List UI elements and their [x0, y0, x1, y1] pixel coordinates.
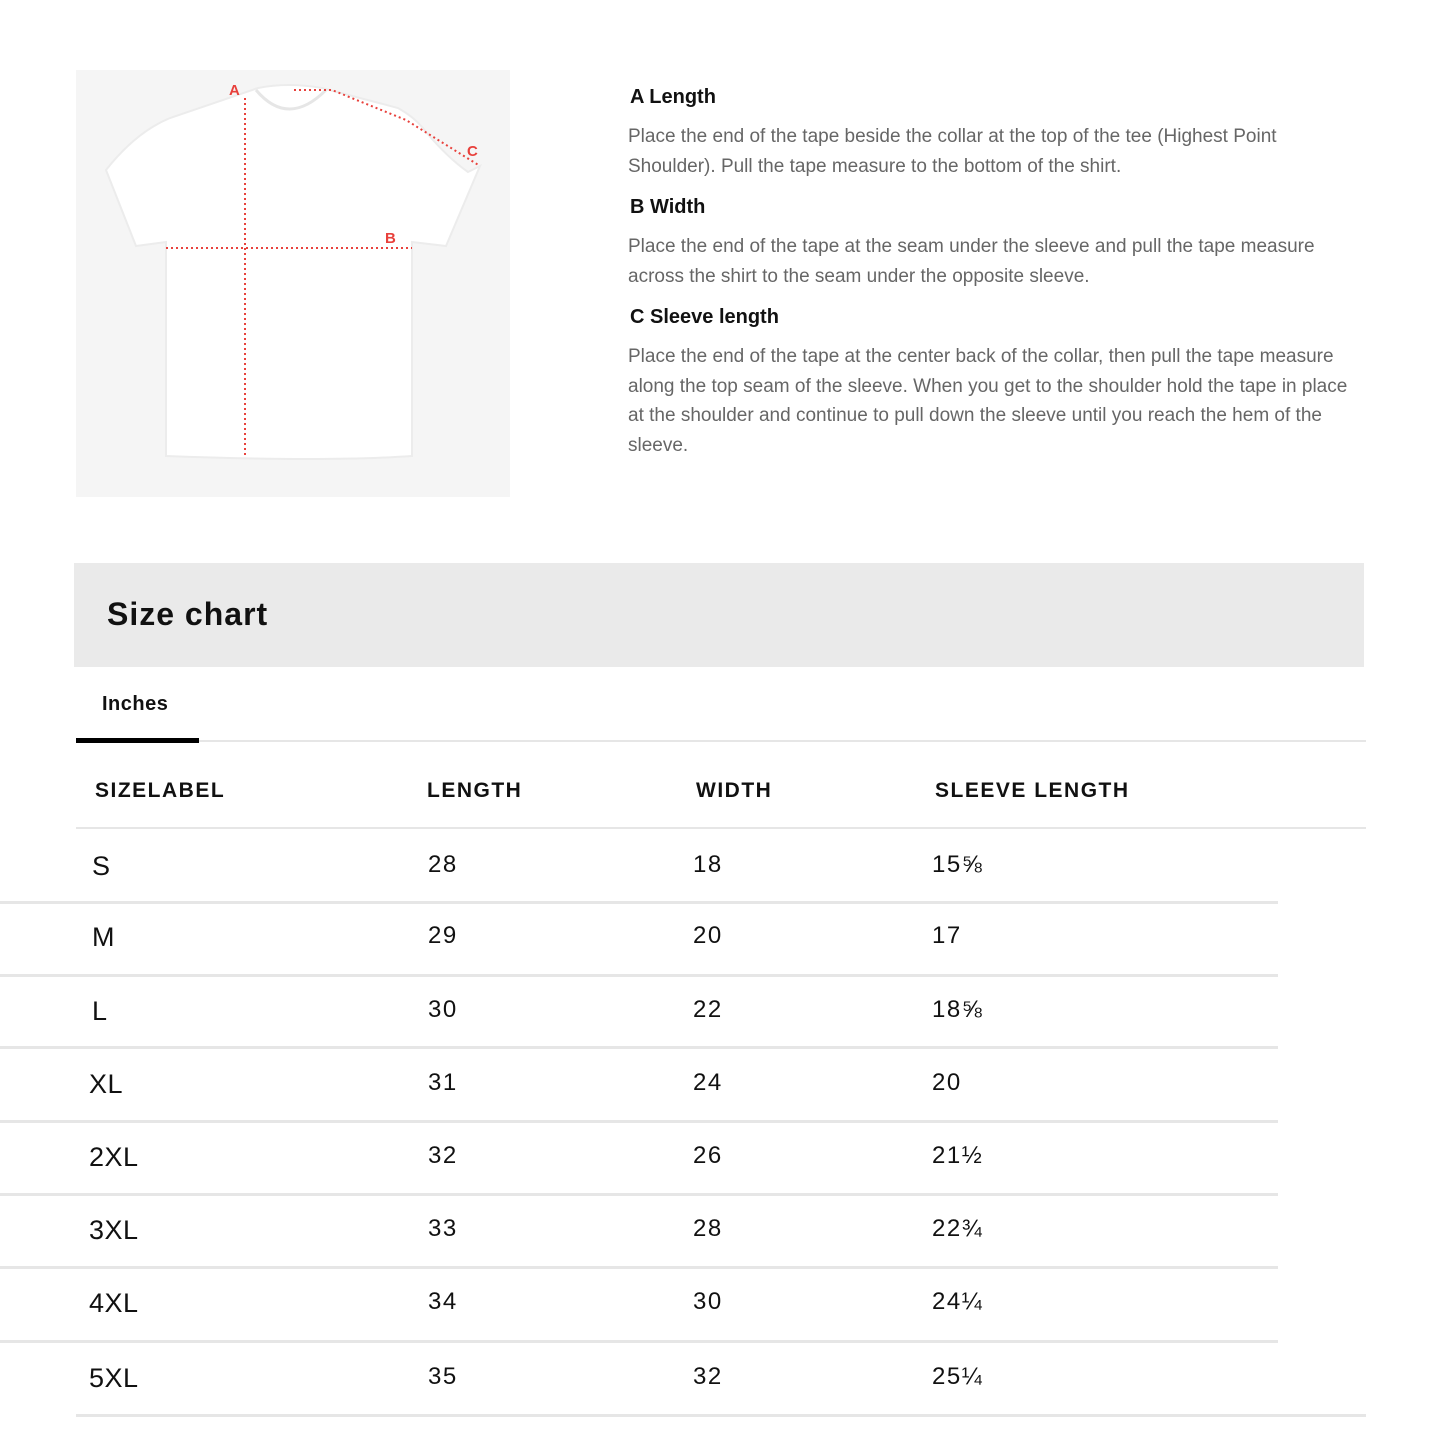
cell-width: 32 — [693, 1363, 723, 1390]
tab-divider — [76, 740, 1366, 742]
measurement-a-description: Place the end of the tape beside the collar at the top of the tee (Highest Point Shoulder). Pull the tape measure to the bottom of the shirt. — [628, 126, 1277, 177]
size-chart-header — [74, 563, 1364, 667]
cell-sleeve-length: 22¾ — [932, 1215, 984, 1242]
measurement-b-title: B Width — [630, 196, 706, 218]
cell-size: 4XL — [89, 1288, 139, 1318]
label-c: C — [467, 143, 478, 160]
unit-tabs — [76, 688, 1366, 744]
tshirt-measurement-illustration — [76, 70, 510, 497]
cell-length: 33 — [428, 1215, 458, 1242]
cell-size: 3XL — [89, 1215, 139, 1245]
cell-sleeve-length: 25¼ — [932, 1363, 984, 1390]
cell-length: 29 — [428, 922, 458, 949]
cell-length: 28 — [428, 851, 458, 878]
cell-width: 22 — [693, 996, 723, 1023]
column-header-length: LENGTH — [427, 779, 523, 802]
cell-length: 32 — [428, 1142, 458, 1169]
measurement-b-description: Place the end of the tape at the seam under the sleeve and pull the tape measure across the shirt to the seam under the opposite sleeve. — [628, 236, 1315, 287]
column-header-width: WIDTH — [696, 779, 773, 802]
tshirt-shape — [106, 85, 480, 459]
table-row — [0, 1195, 1445, 1267]
cell-width: 28 — [693, 1215, 723, 1242]
cell-sleeve-length: 24¼ — [932, 1288, 984, 1315]
cell-size: 5XL — [89, 1363, 139, 1393]
cell-length: 30 — [428, 996, 458, 1023]
table-row — [0, 1122, 1445, 1194]
cell-sleeve-length: 18⅝ — [932, 996, 984, 1023]
measurement-a — [628, 84, 1348, 181]
cell-size: 2XL — [89, 1142, 139, 1172]
cell-size: L — [92, 996, 108, 1026]
table-row — [0, 829, 1445, 901]
row-divider — [76, 1414, 1366, 1417]
column-header-sizelabel: SIZELABEL — [95, 779, 226, 802]
cell-width: 24 — [693, 1069, 723, 1096]
measurement-a-title: A Length — [630, 86, 716, 108]
cell-size: S — [92, 851, 111, 881]
measurement-c-description: Place the end of the tape at the center back of the collar, then pull the tape measure along the top seam of the sleeve. When you get to the shoulder hold the tape in place at the shoulder and continue to pull down the sleeve until you reach the hem of the sleeve. — [628, 346, 1348, 456]
column-header-sleeve-length: SLEEVE LENGTH — [935, 779, 1130, 802]
measurement-c — [628, 304, 1348, 460]
tab-inches-label: Inches — [102, 693, 169, 715]
tab-inches[interactable] — [76, 688, 199, 744]
size-chart-title: Size chart — [107, 596, 269, 632]
measurement-instructions — [628, 84, 1348, 473]
cell-size: XL — [89, 1069, 124, 1099]
cell-width: 26 — [693, 1142, 723, 1169]
measurement-b — [628, 194, 1348, 291]
table-row — [0, 902, 1445, 974]
cell-sleeve-length: 17 — [932, 922, 962, 949]
cell-length: 35 — [428, 1363, 458, 1390]
table-row — [0, 1049, 1445, 1121]
cell-width: 18 — [693, 851, 723, 878]
cell-sleeve-length: 20 — [932, 1069, 962, 1096]
cell-width: 30 — [693, 1288, 723, 1315]
tshirt-diagram — [76, 70, 510, 497]
cell-sleeve-length: 15⅝ — [932, 851, 984, 878]
cell-sleeve-length: 21½ — [932, 1142, 984, 1169]
size-table-header — [76, 755, 1366, 829]
measurement-c-title: C Sleeve length — [630, 306, 779, 328]
tab-active-indicator — [76, 738, 199, 743]
cell-size: M — [92, 922, 115, 952]
label-a: A — [229, 82, 240, 99]
table-row — [0, 976, 1445, 1048]
table-row — [0, 1342, 1445, 1414]
cell-width: 20 — [693, 922, 723, 949]
cell-length: 34 — [428, 1288, 458, 1315]
table-row — [0, 1268, 1445, 1340]
label-b: B — [385, 230, 396, 247]
cell-length: 31 — [428, 1069, 458, 1096]
